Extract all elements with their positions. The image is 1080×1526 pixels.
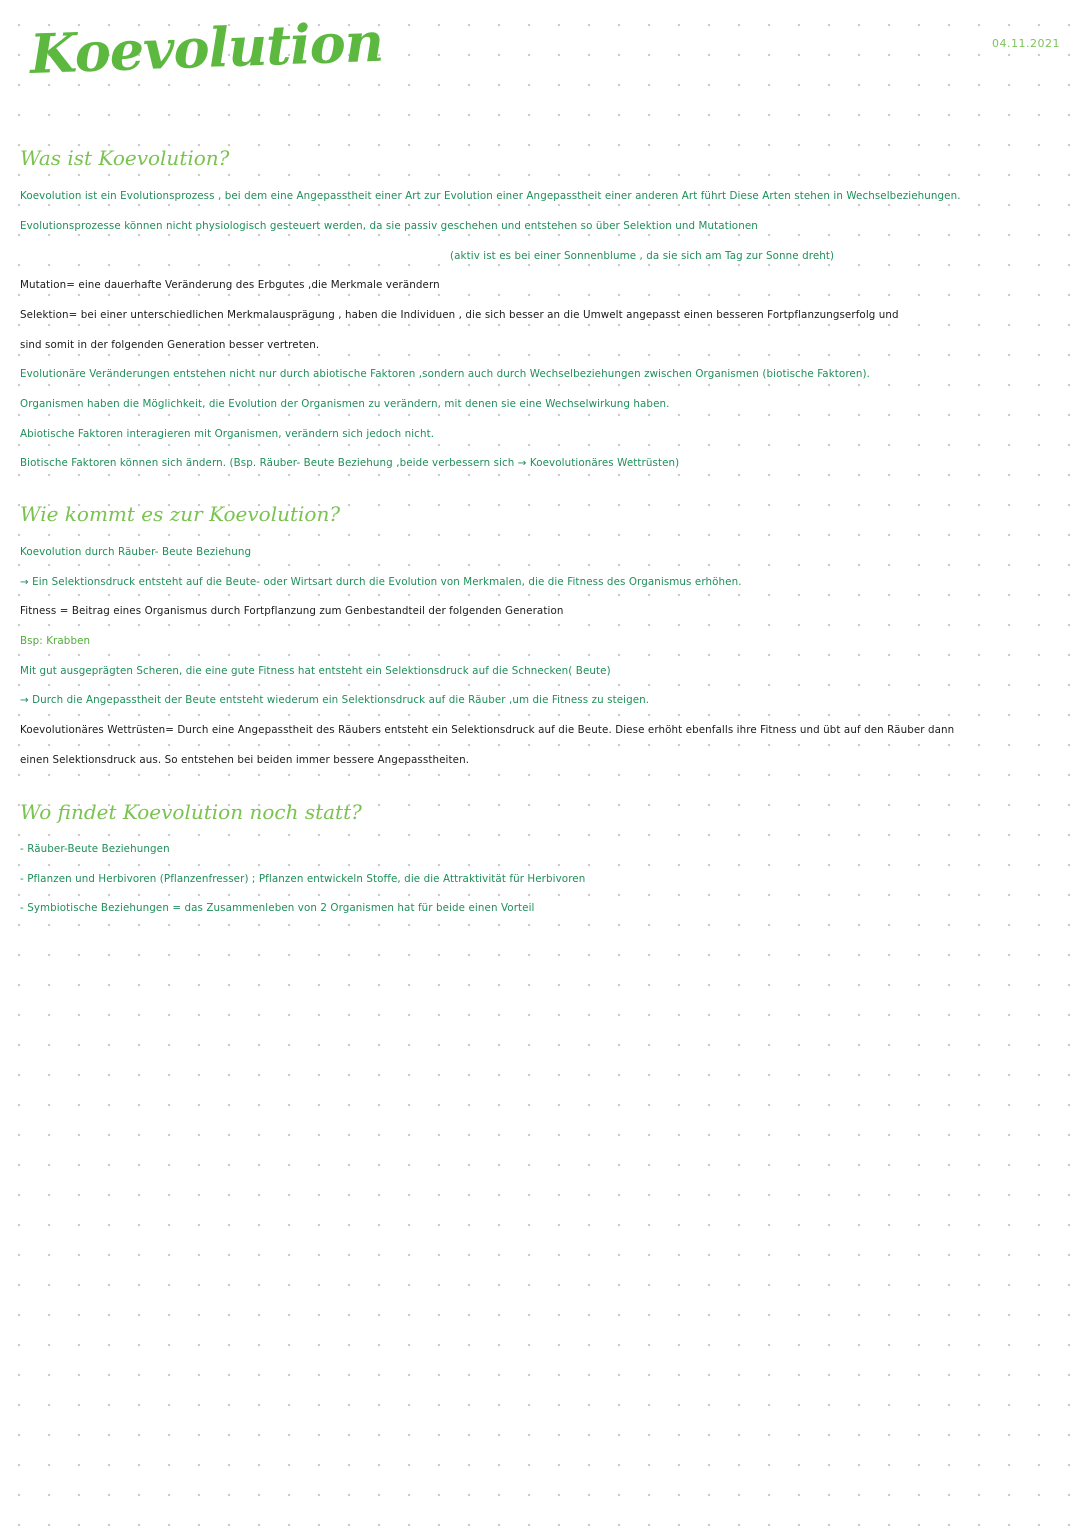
text-line: Mutation= eine dauerhafte Veränderung des Erbgutes ,die Merkmale verändern xyxy=(20,279,440,291)
section-heading-was-ist: Was ist Koevolution? xyxy=(20,146,230,170)
section-heading-wo-findet: Wo findet Koevolution noch statt? xyxy=(20,800,362,824)
text-line: Selektion= bei einer unterschiedlichen Merkmalausprägung , haben die Individuen , die sich besser an die Umwelt angepasst einen besseren Fortpflanzungserfolg und xyxy=(20,309,899,321)
text-line: Bsp: Krabben xyxy=(20,635,91,647)
text-line: Fitness = Beitrag eines Organismus durch Fortpflanzung zum Genbestandteil der folgenden Generation xyxy=(20,605,564,617)
text-line: Evolutionäre Veränderungen entstehen nicht nur durch abiotische Faktoren ,sondern auch durch Wechselbeziehungen zwischen Organismen (biotische Faktoren). xyxy=(20,368,870,380)
text-line: Koevolutionäres Wettrüsten= Durch eine Angepasstheit des Räubers entsteht ein Selektionsdruck auf die Beute. Diese erhöht ebenfalls ihre Fitness und übt auf den Räuber dann xyxy=(20,724,955,736)
text-line: sind somit in der folgenden Generation besser vertreten. xyxy=(20,339,320,351)
text-line: Evolutionsprozesse können nicht physiologisch gesteuert werden, da sie passiv geschehen und entstehen so über Selektion und Mutationen xyxy=(20,220,758,232)
text-line: - Symbiotische Beziehungen = das Zusammenleben von 2 Organismen hat für beide einen Vorteil xyxy=(20,902,535,914)
text-line: → Ein Selektionsdruck entsteht auf die Beute- oder Wirtsart durch die Evolution von Merkmalen, die die Fitness des Organismus erhöhen. xyxy=(20,576,742,588)
text-line: - Pflanzen und Herbivoren (Pflanzenfresser) ; Pflanzen entwickeln Stoffe, die die Attraktivität für Herbivoren xyxy=(20,873,586,885)
text-line: Organismen haben die Möglichkeit, die Evolution der Organismen zu verändern, mit denen sie eine Wechselwirkung haben. xyxy=(20,398,670,410)
text-line: Koevolution durch Räuber- Beute Beziehung xyxy=(20,546,252,558)
text-line: - Räuber-Beute Beziehungen xyxy=(20,843,170,855)
text-line: → Durch die Angepasstheit der Beute entsteht wiederum ein Selektionsdruck auf die Räuber ,um die Fitness zu steigen. xyxy=(20,694,650,706)
text-line: Mit gut ausgeprägten Scheren, die eine gute Fitness hat entsteht ein Selektionsdruck auf die Schnecken( Beute) xyxy=(20,665,611,677)
section-heading-wie-kommt: Wie kommt es zur Koevolution? xyxy=(20,502,341,526)
text-line: Abiotische Faktoren interagieren mit Organismen, verändern sich jedoch nicht. xyxy=(20,428,435,440)
text-line: Biotische Faktoren können sich ändern. (Bsp. Räuber- Beute Beziehung ,beide verbessern sich → Koevolutionäres Wettrüsten) xyxy=(20,457,680,469)
text-line: (aktiv ist es bei einer Sonnenblume , da sie sich am Tag zur Sonne dreht) xyxy=(450,250,835,262)
text-line: Koevolution ist ein Evolutionsprozess , bei dem eine Angepasstheit einer Art zur Evolution einer Angepasstheit einer anderen Art führt Diese Arten stehen in Wechselbeziehungen. xyxy=(20,190,961,202)
page-title: Koevolution xyxy=(28,9,384,86)
date-label: 04.11.2021 xyxy=(992,37,1060,50)
text-line: einen Selektionsdruck aus. So entstehen bei beiden immer bessere Angepasstheiten. xyxy=(20,754,470,766)
